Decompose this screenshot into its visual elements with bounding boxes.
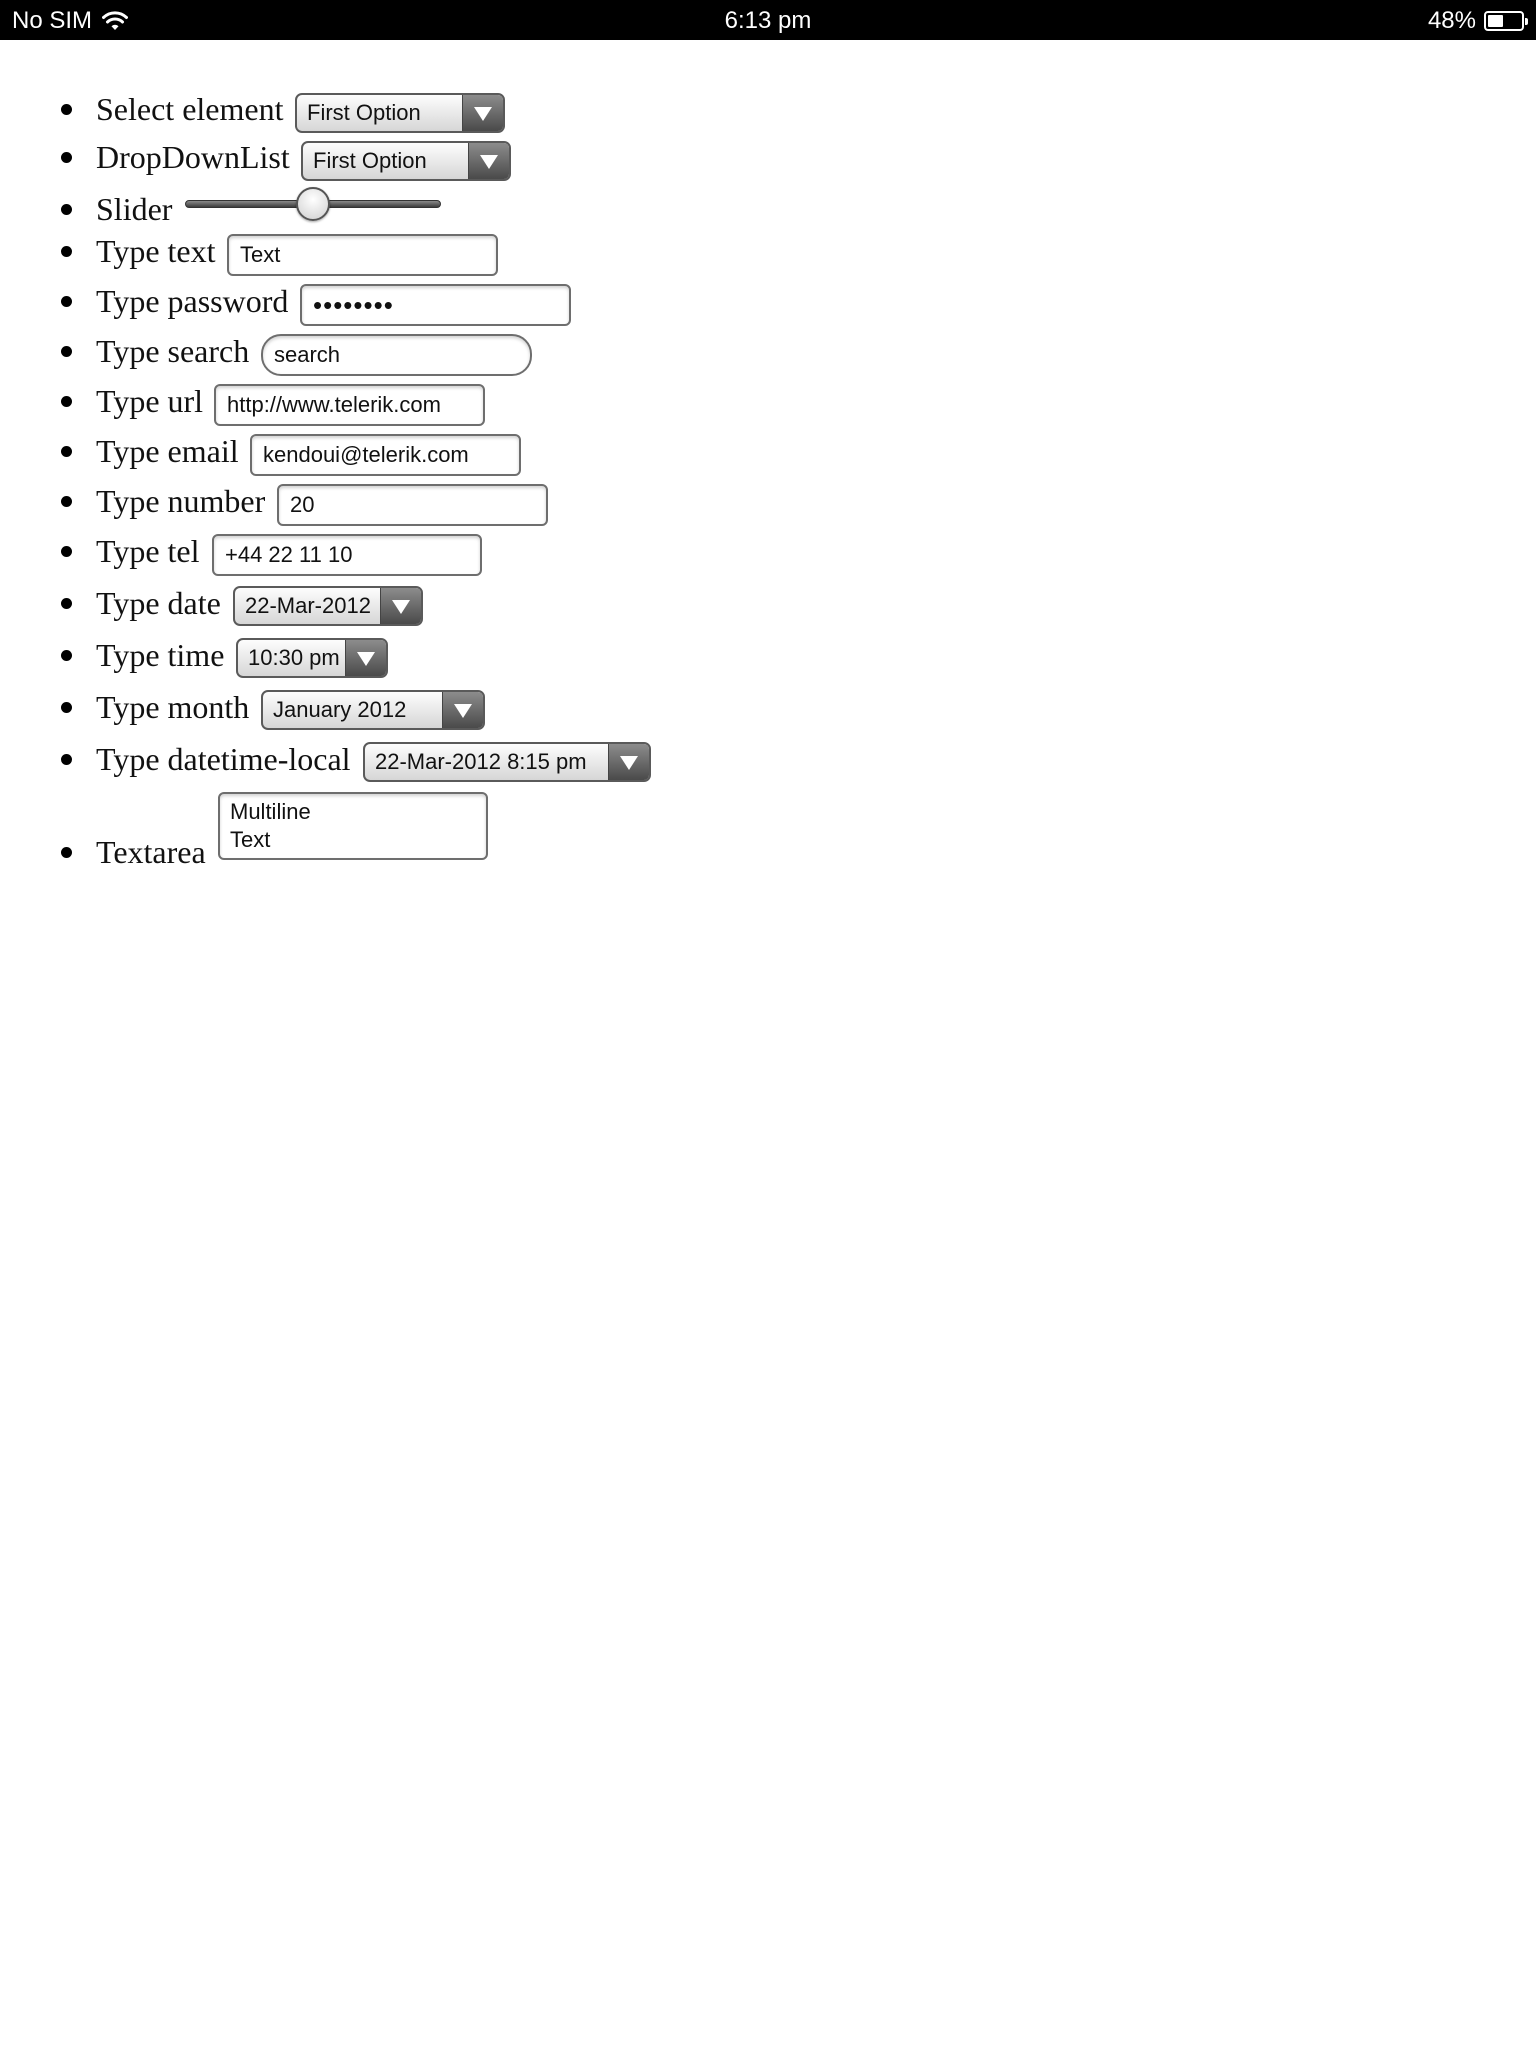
status-bar [0, 0, 1536, 40]
text-input[interactable]: Text [227, 234, 498, 276]
battery-group [1428, 7, 1524, 35]
battery-percent: 48% [1427, 7, 1476, 34]
chevron-down-icon [380, 588, 421, 624]
list-bullet [61, 446, 72, 457]
chevron-down-icon [462, 95, 503, 131]
list-bullet [61, 754, 72, 765]
list-bullet [61, 396, 72, 407]
password-input[interactable]: •••••••• [300, 284, 571, 326]
textarea-label: Textarea [96, 834, 206, 870]
month-value: January 2012 [273, 697, 407, 722]
chevron-down-icon [442, 692, 483, 728]
battery-icon [1484, 11, 1524, 31]
list-bullet [61, 650, 72, 661]
list-bullet [61, 702, 72, 713]
select-element-value: First Option [307, 100, 421, 125]
chevron-down-icon [345, 640, 386, 676]
type-date-label: Type date [96, 585, 221, 621]
list-bullet [61, 598, 72, 609]
select-element-dropdown[interactable] [295, 93, 505, 133]
datetime-local-value: 22-Mar-2012 8:15 pm [375, 749, 587, 774]
search-input[interactable]: search [261, 334, 532, 376]
date-value: 22-Mar-2012 [245, 593, 371, 618]
type-password-label: Type password [96, 283, 289, 319]
list-bullet [61, 346, 72, 357]
type-time-label: Type time [96, 637, 225, 673]
list-bullet [61, 546, 72, 557]
dropdownlist-value: First Option [313, 148, 427, 173]
select-element-label: Select element [96, 91, 284, 127]
multiline-textarea[interactable]: Multiline Text [218, 792, 488, 860]
month-picker[interactable] [261, 690, 485, 730]
datetime-local-picker[interactable] [363, 742, 651, 782]
url-input[interactable]: http://www.telerik.com [214, 384, 485, 426]
list-bullet [61, 204, 72, 215]
list-bullet [61, 296, 72, 307]
dropdownlist-label: DropDownList [96, 139, 290, 175]
email-input[interactable]: kendoui@telerik.com [250, 434, 521, 476]
list-bullet [61, 104, 72, 115]
dropdownlist-dropdown[interactable] [301, 141, 511, 181]
slider-label: Slider [96, 191, 173, 227]
chevron-down-icon [468, 143, 509, 179]
list-bullet [61, 246, 72, 257]
chevron-down-icon [608, 744, 649, 780]
type-email-label: Type email [96, 433, 239, 469]
type-tel-label: Type tel [96, 533, 200, 569]
time-picker[interactable] [236, 638, 388, 678]
type-url-label: Type url [96, 383, 204, 419]
type-search-label: Type search [96, 333, 250, 369]
date-picker[interactable] [233, 586, 423, 626]
list-bullet [61, 847, 72, 858]
type-text-label: Type text [96, 233, 216, 269]
type-month-label: Type month [96, 689, 250, 725]
slider-handle[interactable] [296, 187, 330, 221]
battery-level-fill [1488, 15, 1503, 27]
type-datetime-local-label: Type datetime-local [96, 741, 351, 777]
list-bullet [61, 152, 72, 163]
status-clock: 6:13 pm [724, 7, 812, 34]
type-number-label: Type number [96, 483, 266, 519]
list-bullet [61, 496, 72, 507]
number-input[interactable]: 20 [277, 484, 548, 526]
tel-input[interactable]: +44 22 11 10 [212, 534, 482, 576]
carrier-label: No SIM [12, 7, 93, 34]
time-value: 10:30 pm [248, 645, 340, 670]
